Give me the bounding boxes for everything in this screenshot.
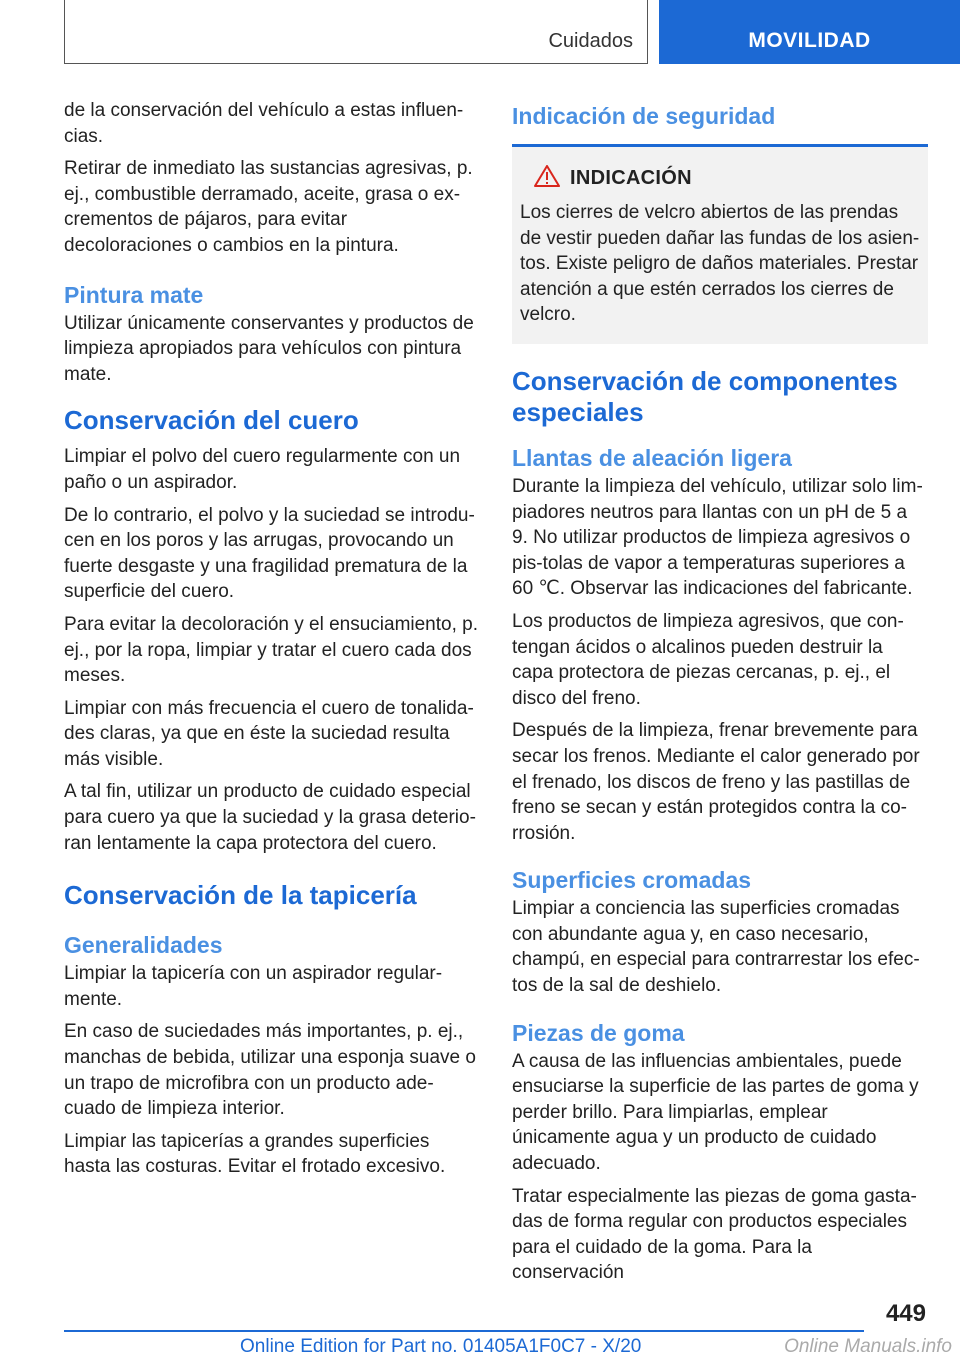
paragraph: Los productos de limpieza agresivos, que con-tengan ácidos o alcalinos pueden destruir la capa protectora de piezas cercanas, p. ej., el disco del freno. xyxy=(512,610,904,709)
paragraph: A causa de las influencias ambientales, puede ensuciarse la superficie de las partes de goma y perder brillo. Para limpiarlas, emplear únicamente agua y un producto de cuidado adecuado. xyxy=(512,1050,919,1175)
footer-edition: Online Edition for Part no. 01405A1F0C7 - X/20 xyxy=(240,1336,642,1357)
paragraph: A tal fin, utilizar un producto de cuidado especial para cuero ya que la suciedad y la grasa deterio-ran lentamente la capa protectora del cuero. xyxy=(64,781,476,854)
watermark: Online Manuals.info xyxy=(784,1336,952,1357)
left-column xyxy=(64,98,478,1187)
paragraph: Tratar especialmente las piezas de goma gasta-das de forma regular con productos especiales para el cuidado de la goma. Para la conservación xyxy=(512,1185,917,1284)
paragraph: Limpiar a conciencia las superficies cromadas con abundante agua y, en caso necesario, champú, en especial para contrarrestar los efec-tos de la sal de deshielo. xyxy=(512,898,920,997)
heading-llantas: Llantas de aleación ligera xyxy=(512,444,792,471)
warning-label: INDICACIÓN xyxy=(570,167,692,189)
heading-indicacion-seguridad: Indicación de seguridad xyxy=(512,103,776,129)
heading-conservacion-tapiceria: Conservación de la tapicería xyxy=(64,880,417,911)
paragraph: Limpiar las tapicerías a grandes superficies hasta las costuras. Evitar el frotado excesivo. xyxy=(64,1130,446,1178)
paragraph: Utilizar únicamente conservantes y productos de limpieza apropiados para vehículos con pintura mate. xyxy=(64,312,474,385)
paragraph: Para evitar la decoloración y el ensuciamiento, p. ej., por la ropa, limpiar y tratar el cuero cada dos meses. xyxy=(64,613,479,687)
warning-title xyxy=(520,165,920,192)
paragraph: Limpiar con más frecuencia el cuero de tonalida-des claras, ya que en éste la suciedad resulta más visible. xyxy=(64,697,474,770)
heading-componentes-especiales: Conservación de componentes especiales xyxy=(512,365,898,427)
paragraph: Después de la limpieza, frenar brevemente para secar los frenos. Mediante el calor generado por el frenado, los discos de freno y las pastillas de freno se secan y están protegidos contra la co-rrosión. xyxy=(512,720,920,844)
paragraph: Retirar de inmediato las sustancias agresivas, p. ej., combustible derramado, aceite, grasa o ex-crementos de pájaros, para evitar decoloraciones o cambios en la pintura. xyxy=(64,158,473,256)
footer-divider xyxy=(64,1330,864,1332)
paragraph: Limpiar el polvo del cuero regularmente con un paño o un aspirador. xyxy=(64,446,461,493)
chapter-tab[interactable]: MOVILIDAD xyxy=(659,0,960,64)
heading-pintura-mate: Pintura mate xyxy=(64,281,204,308)
header-box xyxy=(64,0,648,64)
paragraph: En caso de suciedades más importantes, p. ej., manchas de bebida, utilizar una esponja suave o un trapo de microfibra con un producto ade-cuado de limpieza interior. xyxy=(64,1021,476,1120)
warning-text: Los cierres de velcro abiertos de las prendas de vestir pueden dañar las fundas de los asien-tos. Existe peligro de daños materiales. Prestar atención a que estén cerrados los cierres de velcro. xyxy=(520,202,920,326)
heading-superficies-cromadas: Superficies cromadas xyxy=(512,867,752,894)
section-title: Cuidados xyxy=(548,30,633,52)
right-column xyxy=(512,98,928,1293)
paragraph: de la conservación del vehículo a estas influen-cias. xyxy=(64,100,464,147)
heading-conservacion-cuero: Conservación del cuero xyxy=(64,405,359,436)
page-number: 449 xyxy=(885,1300,926,1327)
warning-box xyxy=(512,144,928,344)
warning-triangle-icon xyxy=(534,165,560,192)
heading-generalidades: Generalidades xyxy=(64,932,223,959)
heading-piezas-goma: Piezas de goma xyxy=(512,1019,685,1046)
paragraph: Limpiar la tapicería con un aspirador regular-mente. xyxy=(64,963,443,1010)
paragraph: Durante la limpieza del vehículo, utilizar solo lim-piadores neutros para llantas con un pH de 5 a 9. No utilizar productos de limpieza agresivos o pis-tolas de vapor a temperaturas superiores a 60 ℃. Observar las indicaciones del fabricante. xyxy=(512,475,923,600)
paragraph: De lo contrario, el polvo y la suciedad se introdu-cen en los poros y las arrugas, provocando un fuerte desgaste y una fragilidad prematura de la superficie del cuero. xyxy=(64,504,475,603)
